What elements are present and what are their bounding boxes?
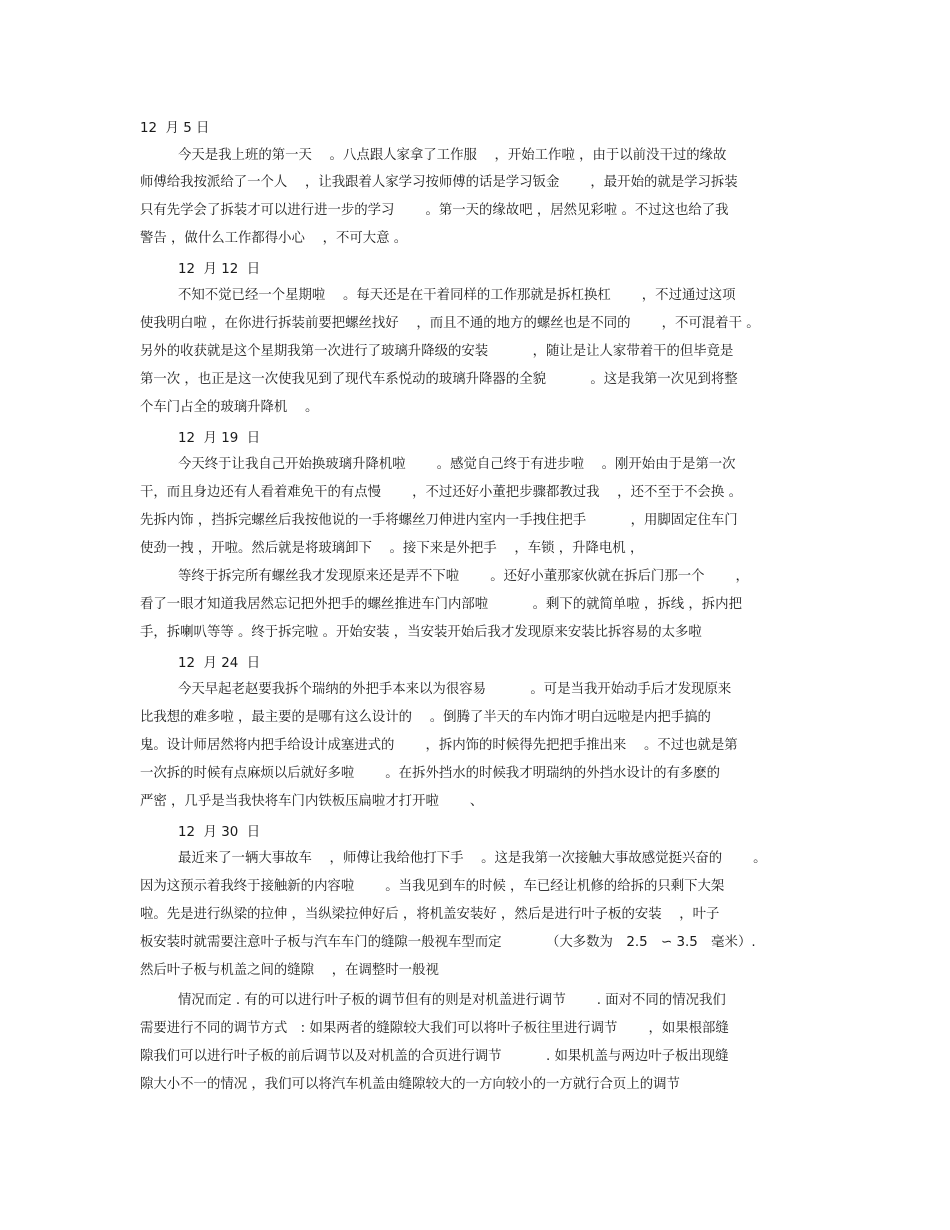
paragraph-line: 今天终于让我自己开始换玻璃升降机啦 。感觉自己终于有进步啦 。刚开始由于是第一次 — [178, 457, 736, 472]
paragraph-line: 看了一眼才知道我居然忘记把外把手的螺丝推进车门内部啦 。剩下的就简单啦 ，拆线 ，拆内把 — [140, 597, 742, 612]
paragraph-line: 今天是我上班的第一天 。八点跟人家拿了工作服 ，开始工作啦 ，由于以前没干过的缘故 — [178, 148, 727, 163]
paragraph-line: 最近来了一辆大事故车 ，师傅让我给他打下手 。这是我第一次接触大事故感觉挺兴奋的 。 — [178, 851, 767, 866]
paragraph-line: 情况而定 . 有的可以进行叶子板的调节但有的则是对机盖进行调节 . 面对不同的情况我们 — [178, 993, 726, 1008]
paragraph-line: 比我想的难多啦 ，最主要的是哪有这么设计的 。倒腾了半天的车内饰才明白远啦是内把手搞的 — [140, 710, 711, 725]
paragraph-line: 手，拆喇叭等等 。终于拆完啦 。开始安装 ，当安装开始后我才发现原来安装比拆容易的太多啦 — [140, 625, 702, 640]
paragraph-line: 啦。先是进行纵梁的拉伸 ，当纵梁拉伸好后 ，将机盖安装好 ，然后是进行叶子板的安装 ，叶子 — [140, 907, 720, 922]
paragraph-line: 使劲一拽 ，开啦。然后就是将玻璃卸下 。接下来是外把手 ，车锁 ，升降电机 ， — [140, 541, 644, 556]
paragraph-line: 使我明白啦 ，在你进行拆装前要把螺丝找好 ，而且不通的地方的螺丝也是不同的 ，不可混着干 。 — [140, 316, 760, 331]
entry-date: 12 月 24 日 — [178, 656, 261, 671]
paragraph-line: 师傅给我按派给了一个人 ，让我跟着人家学习按师傅的话是学习钣金 ，最开始的就是学习拆装 — [140, 175, 738, 190]
entry-date: 12 月 30 日 — [178, 825, 261, 840]
paragraph-line: 另外的收获就是这个星期我第一次进行了玻璃升降级的安装 ，随让是让人家带着干的但毕竟是 — [140, 344, 734, 359]
paragraph-line: 只有先学会了拆装才可以进行进一步的学习 。第一天的缘故吧 ，居然见彩啦 。不过这也给了我 — [140, 203, 729, 218]
paragraph-line: 隙大小不一的情况 ，我们可以将汽车机盖由缝隙较大的一方向较小的一方就行合页上的调节 — [140, 1077, 680, 1092]
paragraph-line: 严密 ，几乎是当我快将车门内铁板压扁啦才打开啦 、 — [140, 794, 484, 809]
paragraph-line: 今天早起老赵要我拆个瑞纳的外把手本来以为很容易 。可是当我开始动手后才发现原来 — [178, 682, 732, 697]
paragraph-line: 不知不觉已经一个星期啦 。每天还是在干着同样的工作那就是拆杠换杠 ，不过通过这项 — [178, 288, 736, 303]
paragraph-line: 板安装时就需要注意叶子板与汽车车门的缝隙一般视车型而定 （大多数为 2.5 ∽ 3.5 毫米）. — [140, 935, 756, 950]
paragraph-line: 先拆内饰 ，挡拆完螺丝后我按他说的一手将螺丝刀伸进内室内一手拽住把手 ，用脚固定住车门 — [140, 513, 738, 528]
paragraph-line: 警告 ，做什么工作都得小心 ，不可大意 。 — [140, 231, 408, 246]
paragraph-line: 隙我们可以进行叶子板的前后调节以及对机盖的合页进行调节 . 如果机盖与两边叶子板出现缝 — [140, 1049, 729, 1064]
paragraph-line: 干，而且身边还有人看着难免干的有点慢 ，不过还好小董把步骤都教过我 ，还不至于不会换 。 — [140, 485, 742, 500]
entry-date: 12 月 5 日 — [140, 121, 210, 136]
paragraph-line: 需要进行不同的调节方式 : 如果两者的缝隙较大我们可以将叶子板往里进行调节 ，如果根部缝 — [140, 1021, 729, 1036]
paragraph-line: 个车门占全的玻璃升降机 。 — [140, 400, 319, 415]
paragraph-line: 因为这预示着我终于接触新的内容啦 。当我见到车的时候 ，车已经让机修的给拆的只剩下大架 — [140, 879, 725, 894]
paragraph-line: 鬼。设计师居然将内把手给设计成塞进式的 ，拆内饰的时候得先把把手推出来 。不过也就是第 — [140, 738, 738, 753]
entry-date: 12 月 19 日 — [178, 431, 261, 446]
paragraph-line: 第一次 ，也正是这一次使我见到了现代车系悦动的玻璃升降器的全貌 。这是我第一次见到将整 — [140, 372, 738, 387]
paragraph-line: 一次拆的时候有点麻烦以后就好多啦 。在拆外挡水的时候我才明瑞纳的外挡水设计的有多麽的 — [140, 766, 721, 781]
paragraph-line: 等终于拆完所有螺丝我才发现原来还是弄不下啦 。还好小董那家伙就在拆后门那一个 ， — [178, 569, 749, 584]
entry-date: 12 月 12 日 — [178, 262, 261, 277]
paragraph-line: 然后叶子板与机盖之间的缝隙 ，在调整时一般视 — [140, 963, 439, 978]
